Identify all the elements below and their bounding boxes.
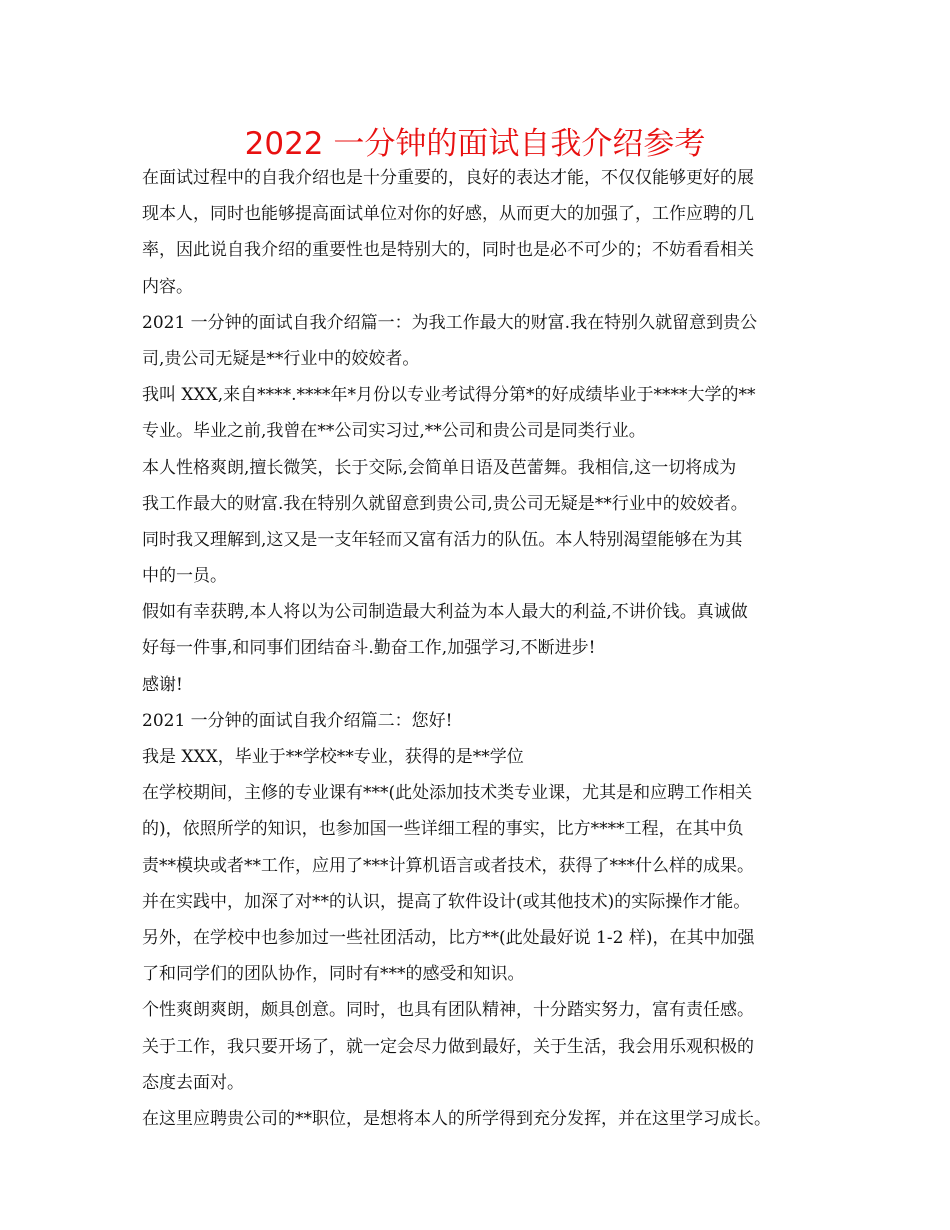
text-line: 关于工作，我只要开场了，就一定会尽力做到最好，关于生活，我会用乐观积极的 [142,1036,754,1057]
text-line: 态度去面对。 [142,1072,244,1093]
text-line: 本人性格爽朗,擅长微笑，长于交际,会简单日语及芭蕾舞。我相信,这一切将成为 [142,457,737,478]
text-line: 我是 XXX，毕业于**学校**专业，获得的是**学位 [142,747,524,767]
text-line: 在这里应聘贵公司的**职位，是想将本人的所学得到充分发挥，并在这里学习成长。 [142,1108,771,1129]
text-line: 了和同学们的团队协作，同时有***的感受和知识。 [142,964,525,985]
text-line: 专业。毕业之前,我曾在**公司实习过,**公司和贵公司是同类行业。 [142,421,646,442]
text-line: 内容。 [142,276,193,297]
document-body [142,160,832,1137]
text-line: 感谢! [142,674,183,695]
text-line: 2021 一分钟的面试自我介绍篇二：您好! [142,710,453,731]
text-line: 现本人，同时也能够提高面试单位对你的好感，从而更大的加强了，工作应聘的几 [142,204,754,225]
text-line: 个性爽朗爽朗，颇具创意。同时，也具有团队精神，十分踏实努力，富有责任感。 [142,1000,754,1021]
text-line: 另外，在学校中也参加过一些社团活动，比方**(此处最好说 1-2 样)，在其中加强 [142,927,755,948]
page-title: 2022 一分钟的面试自我介绍参考 [244,126,706,162]
text-line: 的)，依照所学的知识，也参加国一些详细工程的事实，比方****工程，在其中负 [142,819,744,840]
text-line: 司,贵公司无疑是**行业中的姣姣者。 [142,348,420,369]
text-line: 同时我又理解到,这又是一支年轻而又富有活力的队伍。本人特别渴望能够在为其 [142,529,743,550]
text-line: 率，因此说自我介绍的重要性也是特别大的，同时也是必不可少的；不妨看看相关 [142,240,754,261]
text-line: 在面试过程中的自我介绍也是十分重要的，良好的表达才能，不仅仅能够更好的展 [142,168,754,188]
text-line: 责**模块或者**工作，应用了***计算机语言或者技术，获得了***什么样的成果。 [142,855,754,876]
text-line: 中的一员。 [142,566,227,587]
text-line: 2021 一分钟的面试自我介绍篇一：为我工作最大的财富.我在特别久就留意到贵公 [142,312,758,333]
text-line: 假如有幸获聘,本人将以为公司制造最大利益为本人最大的利益,不讲价钱。真诚做 [142,602,748,623]
text-line: 在学校期间，主修的专业课有***(此处添加技术类专业课，尤其是和应聘工作相关 [142,783,753,804]
text-line: 我叫 XXX,来自****.****年*月份以专业考试得分第*的好成绩毕业于****大学的** [142,385,756,406]
text-line: 并在实践中，加深了对**的认识，提高了软件设计(或其他技术)的实际操作才能。 [142,891,751,912]
text-line: 好每一件事,和同事们团结奋斗.勤奋工作,加强学习,不断进步! [142,638,596,659]
text-line: 我工作最大的财富.我在特别久就留意到贵公司,贵公司无疑是**行业中的姣姣者。 [142,493,748,514]
